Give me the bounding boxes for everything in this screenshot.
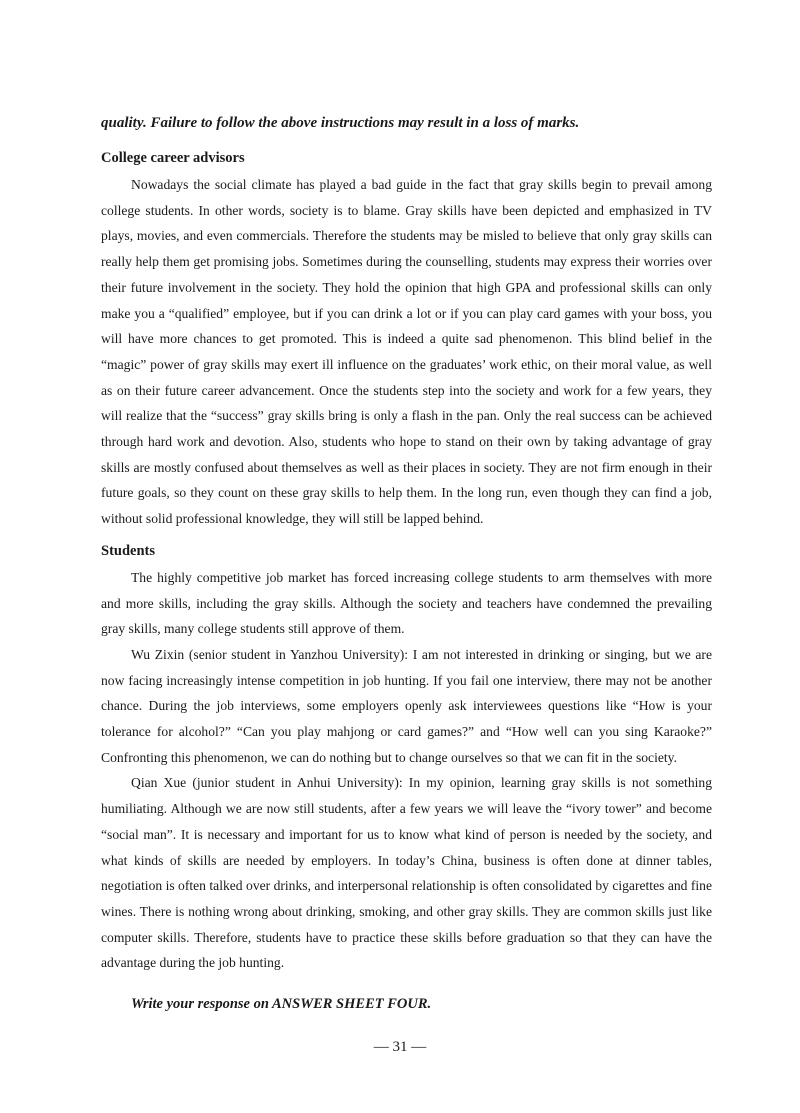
- students-paragraph-intro: The highly competitive job market has forced increasing college students to arm themselves with more and more skills, including the gray skills. Although the society and teachers have condemned the prevailing gray skills, many college students still approve of them.: [101, 569, 712, 637]
- section-heading-advisors: College career advisors: [101, 150, 245, 166]
- page-number: — 31 —: [373, 1039, 427, 1055]
- advisors-paragraph: Nowadays the social climate has played a bad guide in the fact that gray skills begin to prevail among college students. In other words, society is to blame. Gray skills have been depicted and emphasized in TV plays, movies, and even commercials. Therefore the students may be misled to believe that only gray skills can really help them get promising jobs. Sometimes during the counselling, students may express their worries over their future involvement in the society. They hold the opinion that high GPA and professional skills can only make you a “qualified” employee, but if you can drink a lot or if you can play card games with your boss, you will have more chances to get promoted. This is indeed a quite sad phenomenon. This blind belief in the “magic” power of gray skills may exert ill influence on the graduates’ work ethic, on their moral value, as well as on their future career advancement. Once the students step into the society and work for a few years, they will realize that the “success” gray skills bring is only a flash in the pan. Only the real success can be achieved through hard work and devotion. Also, students who hope to stand on their own by taking advantage of gray skills are mostly confused about themselves as well as their places in society. They are not firm enough in their future goals, so they count on these gray skills to help them. In the long run, even though they can find a job, without solid professional knowledge, they will still be lapped behind.: [101, 177, 712, 527]
- page-body: [101, 112, 712, 1014]
- students-paragraph-wu-zixin: Wu Zixin (senior student in Yanzhou University): I am not interested in drinking or singing, but we are now facing increasingly intense competition in job hunting. If you fail one interview, there may not be another chance. During the job interviews, some employers openly ask interviewees questions like “How is your tolerance for alcohol?” “Can you play mahjong or card games?” and “How well can you sing Karaoke?” Confronting this phenomenon, we can do nothing but to change ourselves so that we can fit in the society.: [101, 646, 712, 765]
- section-heading-students: Students: [101, 542, 155, 559]
- students-paragraph-qian-xue: Qian Xue (junior student in Anhui University): In my opinion, learning gray skills is not something humiliating. Although we are now still students, after a few years we will leave the “ivory tower” and become “social man”. It is necessary and important for us to know what kind of person is needed by the society, and what kinds of skills are needed by employers. In today’s China, business is often done at dinner tables, negotiation is often talked over drinks, and interpersonal relationship is often consolidated by cigarettes and fine wines. There is nothing wrong about drinking, smoking, and other gray skills. They are common skills just like computer skills. Therefore, students have to practice these skills before graduation so that they can have the advantage during the job hunting.: [101, 775, 712, 971]
- instruction-line: quality. Failure to follow the above instructions may result in a loss of marks.: [101, 115, 580, 131]
- closing-instruction: Write your response on ANSWER SHEET FOUR.: [131, 996, 432, 1013]
